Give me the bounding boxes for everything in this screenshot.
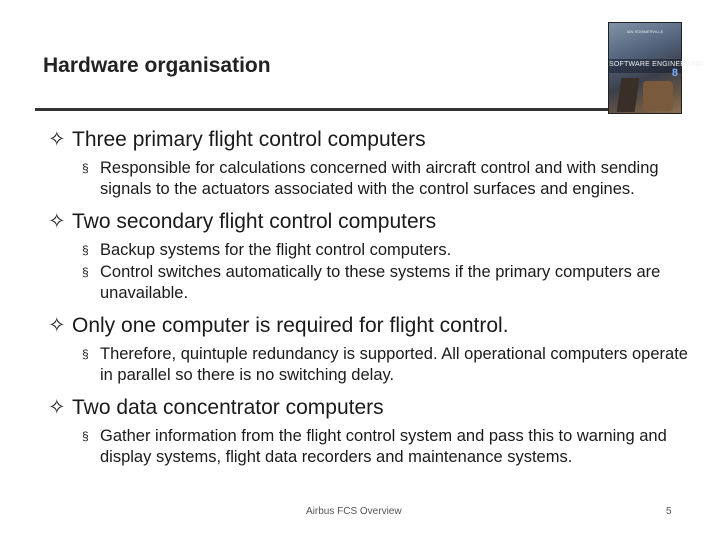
sub-bullet-item xyxy=(48,262,688,304)
square-bullet-icon: § xyxy=(82,429,89,443)
sub-bullet-text: Control switches automatically to these systems if the primary computers are unavailable. xyxy=(100,263,661,302)
bullet-item xyxy=(48,208,688,236)
sub-bullet-item xyxy=(48,426,688,468)
sub-bullet-list xyxy=(48,158,688,200)
bullet-list xyxy=(48,126,688,476)
sparkle-bullet-icon: ✧ xyxy=(48,210,66,233)
sub-bullet-item xyxy=(48,240,688,261)
sub-bullet-text: Gather information from the flight control system and pass this to warning and display systems, flight data recorders and maintenance systems. xyxy=(100,427,667,466)
bullet-item xyxy=(48,126,688,154)
sub-bullet-text: Therefore, quintuple redundancy is supported. All operational computers operate in parallel so there is no switching delay. xyxy=(100,345,688,384)
sub-bullet-list xyxy=(48,344,688,386)
sparkle-bullet-icon: ✧ xyxy=(48,128,66,151)
page-number: 5 xyxy=(666,506,672,517)
sparkle-bullet-icon: ✧ xyxy=(48,314,66,337)
sub-bullet-text: Responsible for calculations concerned with aircraft control and with sending signals to the actuators associated with the control surfaces and engines. xyxy=(100,159,659,198)
sub-bullet-item xyxy=(48,158,688,200)
bullet-text: Only one computer is required for flight control. xyxy=(72,314,509,337)
title-divider xyxy=(35,108,610,111)
square-bullet-icon: § xyxy=(82,347,89,361)
book-cover-author: IAN SOMMERVILLE xyxy=(626,29,664,34)
bullet-text: Two data concentrator computers xyxy=(72,396,384,419)
book-cover-figure xyxy=(643,81,673,111)
sub-bullet-list xyxy=(48,426,688,468)
bullet-text: Two secondary flight control computers xyxy=(72,210,437,233)
square-bullet-icon: § xyxy=(82,243,89,257)
bullet-text: Three primary flight control computers xyxy=(72,128,426,151)
sub-bullet-text: Backup systems for the flight control computers. xyxy=(100,241,452,259)
square-bullet-icon: § xyxy=(82,161,89,175)
footer-text: Airbus FCS Overview xyxy=(306,506,402,517)
book-cover-title: SOFTWARE ENGINEERING xyxy=(609,61,704,68)
slide-title: Hardware organisation xyxy=(43,54,271,77)
square-bullet-icon: § xyxy=(82,265,89,279)
bullet-item xyxy=(48,394,688,422)
book-cover-image xyxy=(608,22,704,114)
book-cover-edition: 8 xyxy=(671,67,678,79)
sub-bullet-item xyxy=(48,344,688,386)
bullet-item xyxy=(48,312,688,340)
book-cover-figure xyxy=(617,78,640,112)
sparkle-bullet-icon: ✧ xyxy=(48,396,66,419)
sub-bullet-list xyxy=(48,240,688,304)
